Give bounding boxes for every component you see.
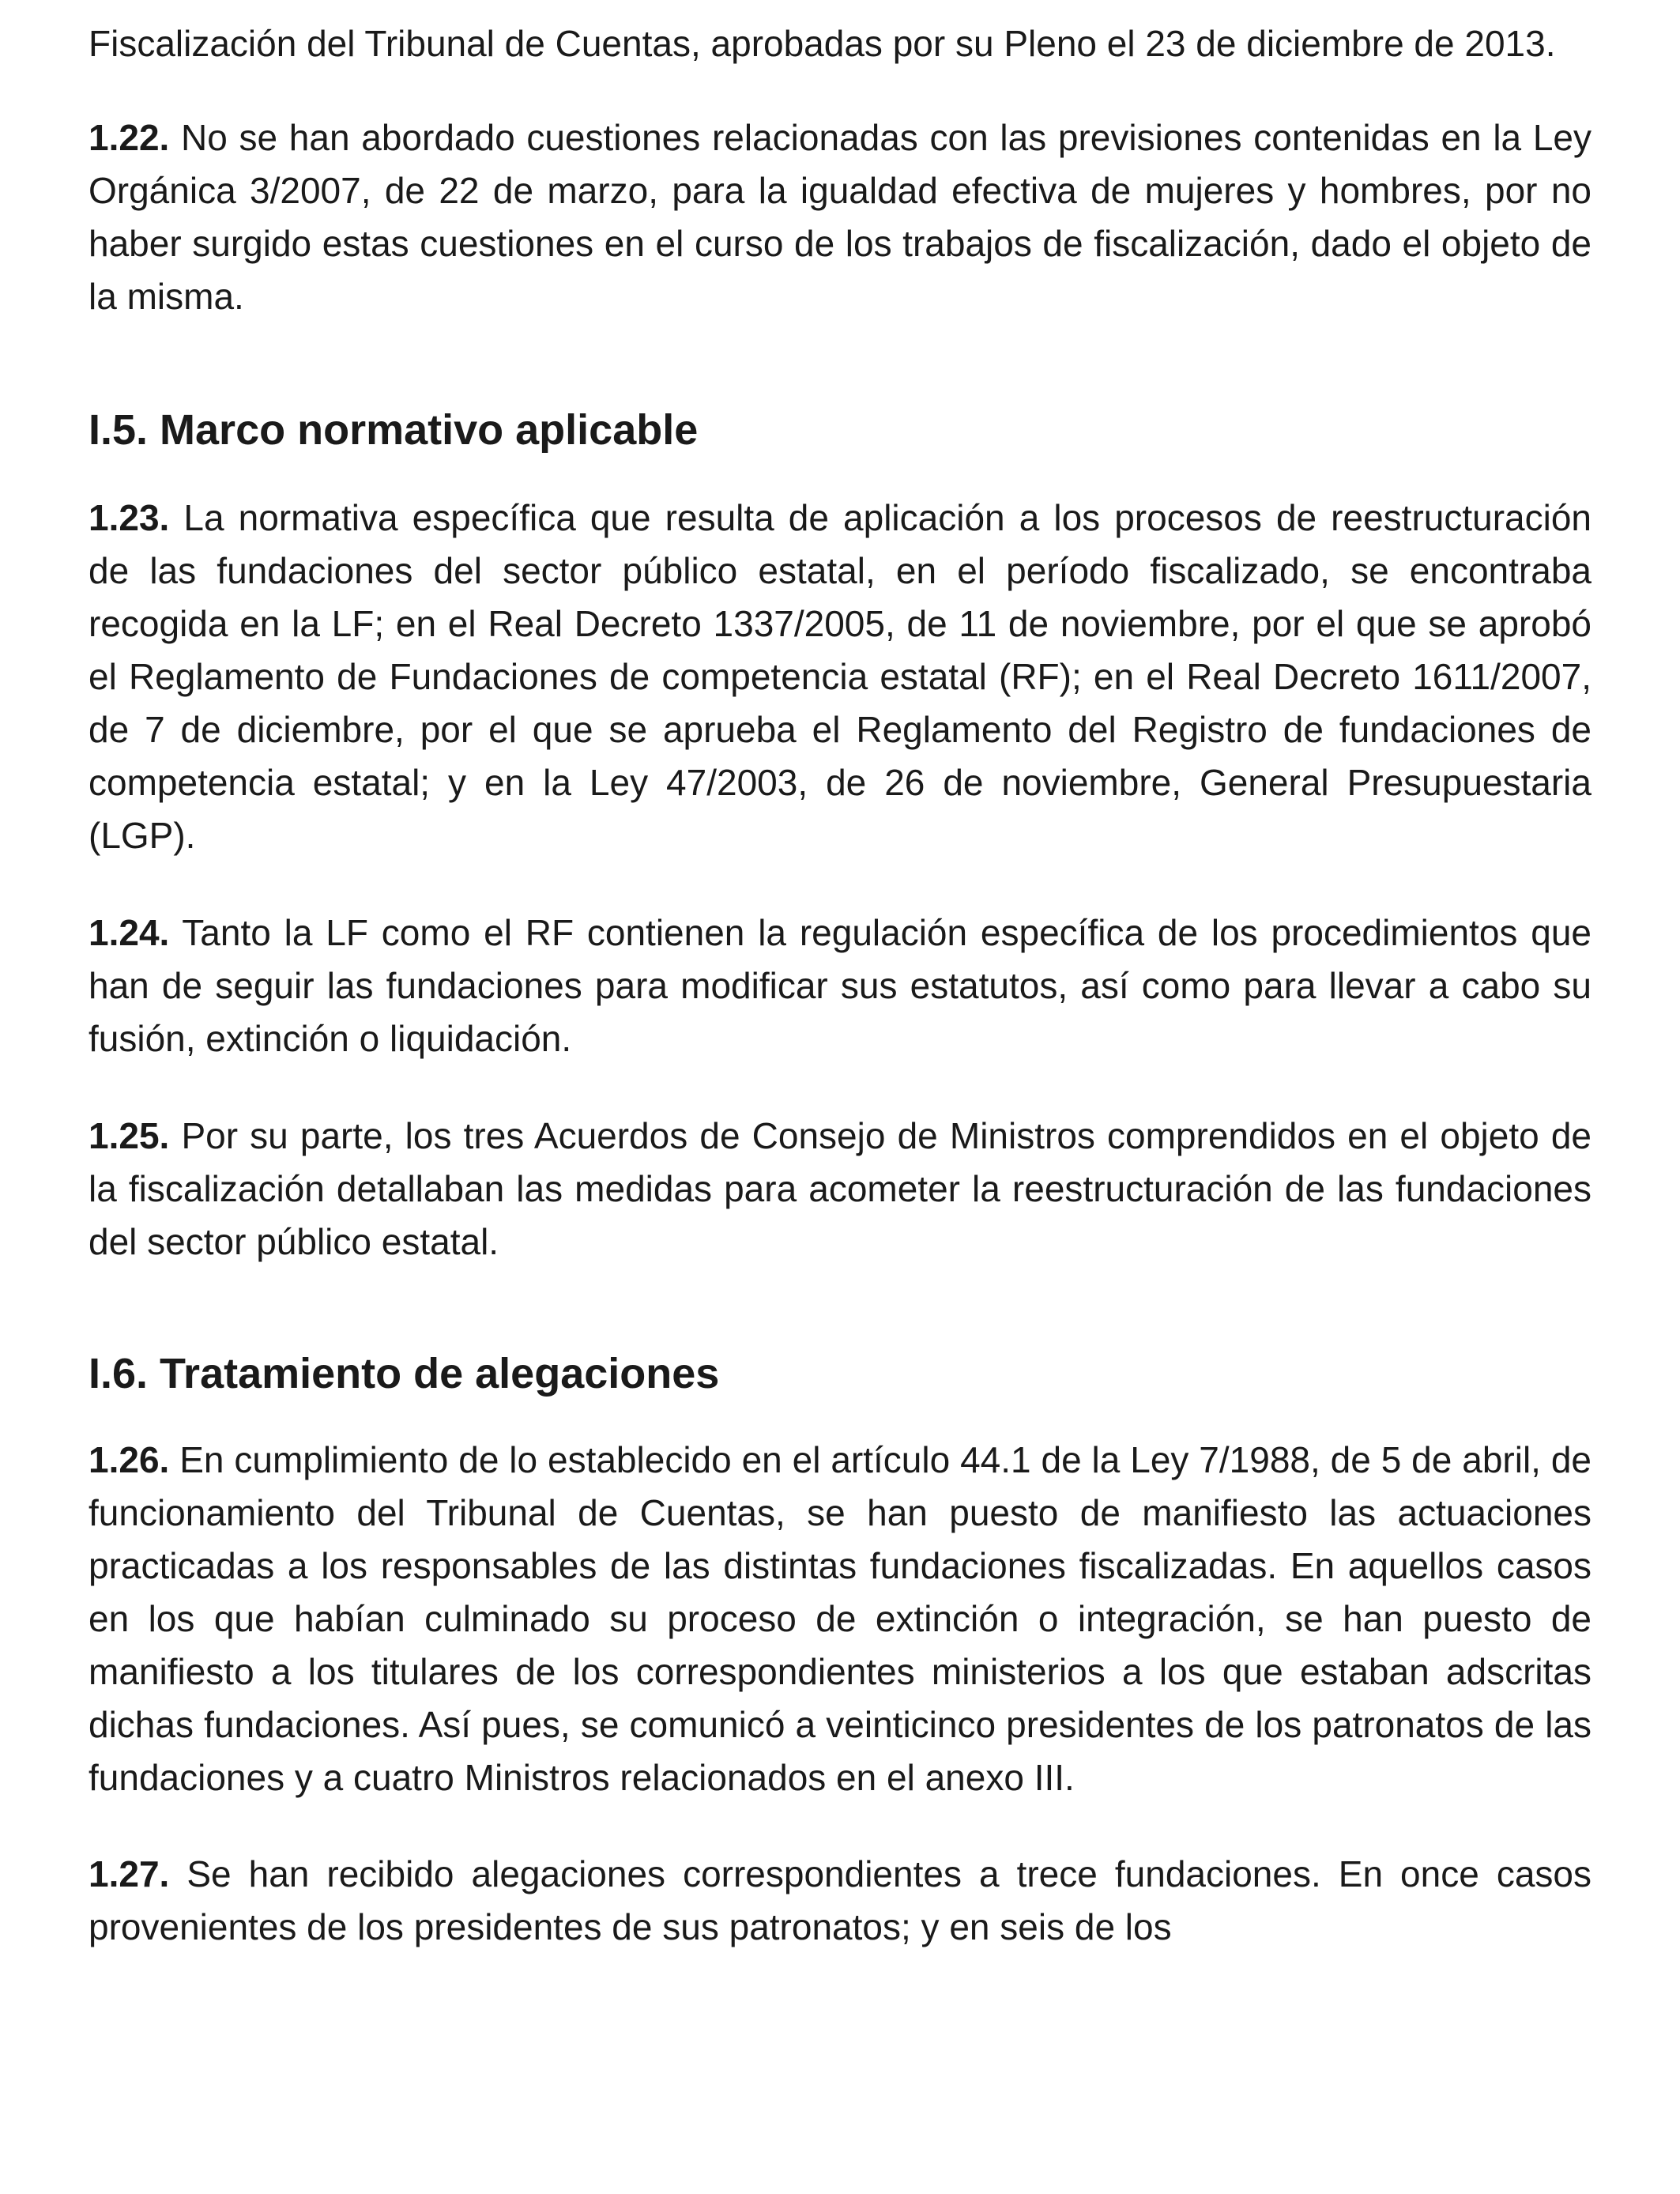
paragraph-1-22 <box>89 111 1591 323</box>
paragraph-1-24 <box>89 907 1591 1065</box>
document-page <box>89 0 1591 1954</box>
paragraph-text: La normativa específica que resulta de aplicación a los procesos de reestructuración de las fundaciones del sector público estatal, en el período fiscalizado, se encontraba recogida en la LF; en el Real Decreto 1337/2005, de 11 de noviembre, por el que se aprobó el Reglamento de Fundaciones de competencia estatal (RF); en el Real Decreto 1611/2007, de 7 de diciembre, por el que se aprueba el Reglamento del Registro de fundaciones de competencia estatal; y en la Ley 47/2003, de 26 de noviembre, General Presupuestaria (LGP). <box>89 497 1591 856</box>
paragraph-text: Fiscalización del Tribunal de Cuentas, aprobadas por su Pleno el 23 de diciembre de 2013. <box>89 23 1556 64</box>
paragraph-text: Por su parte, los tres Acuerdos de Consejo de Ministros comprendidos en el objeto de la fiscalización detallaban las medidas para acometer la reestructuración de las fundaciones del sector público estatal. <box>89 1115 1591 1262</box>
paragraph-number: 1.25. <box>89 1115 170 1156</box>
paragraph-number: 1.27. <box>89 1853 170 1894</box>
paragraph-1-26 <box>89 1434 1591 1804</box>
paragraph-number: 1.24. <box>89 912 170 953</box>
paragraph-1-23 <box>89 492 1591 862</box>
section-heading-i6: I.6. Tratamiento de alegaciones <box>89 1350 720 1397</box>
paragraph-1-27 <box>89 1848 1591 1954</box>
paragraph-text: Se han recibido alegaciones correspondientes a trece fundaciones. En once casos provenientes de los presidentes de sus patronatos; y en seis de los <box>89 1853 1591 1947</box>
section-heading-i5: I.5. Marco normativo aplicable <box>89 406 699 454</box>
paragraph-1-25 <box>89 1110 1591 1269</box>
paragraph-text: En cumplimiento de lo establecido en el artículo 44.1 de la Ley 7/1988, de 5 de abril, de funcionamiento del Tribunal de Cuentas, se han puesto de manifiesto las actuaciones practicadas a los responsables de las distintas fundaciones fiscalizadas. En aquellos casos en los que habían culminado su proceso de extinción o integración, se han puesto de manifiesto a los titulares de los correspondientes ministerios a los que estaban adscritas dichas fundaciones. Así pues, se comunicó a veinticinco presidentes de los patronatos de las fundaciones y a cuatro Ministros relacionados en el anexo III. <box>89 1439 1591 1798</box>
paragraph-number: 1.23. <box>89 497 170 538</box>
paragraph-text: Tanto la LF como el RF contienen la regulación específica de los procedimientos que han de seguir las fundaciones para modificar sus estatutos, así como para llevar a cabo su fusión, extinción o liquidación. <box>89 912 1591 1059</box>
paragraph-intro <box>89 17 1591 70</box>
paragraph-text: No se han abordado cuestiones relacionadas con las previsiones contenidas en la Ley Orgánica 3/2007, de 22 de marzo, para la igualdad efectiva de mujeres y hombres, por no haber surgido estas cuestiones en el curso de los trabajos de fiscalización, dado el objeto de la misma. <box>89 117 1591 317</box>
paragraph-number: 1.22. <box>89 117 170 158</box>
paragraph-number: 1.26. <box>89 1439 170 1480</box>
